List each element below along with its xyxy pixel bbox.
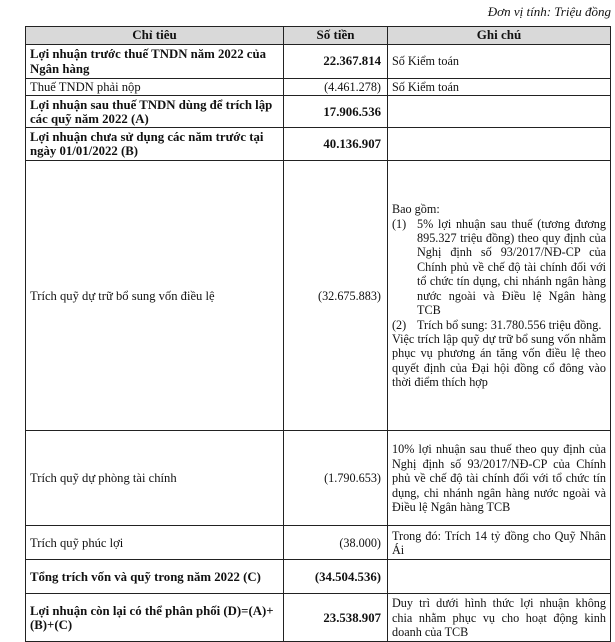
row-amount: 22.367.814 xyxy=(284,45,388,79)
row-label: Lợi nhuận sau thuế TNDN dùng để trích lập các quỹ năm 2022 (A) xyxy=(26,96,284,128)
table-row xyxy=(26,526,611,560)
row-label: Lợi nhuận trước thuế TNDN năm 2022 của Ngân hàng xyxy=(26,45,284,79)
note-outro: Việc trích lập quỹ dự trữ bổ sung vốn nhằm phục vụ phương án tăng vốn điều lệ theo quyết định của Đại hội đồng cổ đông vào thời điểm thích hợp xyxy=(392,331,606,390)
table-row xyxy=(26,594,611,642)
note-intro: Bao gồm: xyxy=(392,202,440,217)
row-amount: 40.136.907 xyxy=(284,128,388,161)
note-list xyxy=(392,217,606,332)
unit-note: Đơn vị tính: Triệu đồng xyxy=(487,4,611,19)
table-row xyxy=(26,560,611,594)
row-amount: (34.504.536) xyxy=(284,560,388,594)
table-row xyxy=(26,79,611,96)
table-row xyxy=(26,431,611,526)
row-label: Lợi nhuận còn lại có thể phân phối (D)=(A)+(B)+(C) xyxy=(26,594,284,642)
note-list-item xyxy=(392,318,606,332)
note-list-text: Trích bổ sung: 31.780.556 triệu đồng. xyxy=(417,317,602,332)
row-amount: 17.906.536 xyxy=(284,96,388,128)
row-note: Số Kiểm toán xyxy=(388,79,611,96)
table-row xyxy=(26,128,611,161)
row-note xyxy=(388,560,611,594)
row-amount: 23.538.907 xyxy=(284,594,388,642)
row-label: Trích quỹ phúc lợi xyxy=(26,526,284,560)
note-list-marker: (1) xyxy=(392,216,407,231)
row-note: 10% lợi nhuận sau thuế theo quy định của Nghị định số 93/2017/NĐ-CP của Chính phủ về chế độ tài chính đối với tổ chức tín dụng, chi nhánh ngân hàng nước ngoài và Điều lệ Ngân hàng TCB xyxy=(388,431,611,526)
note-list-marker: (2) xyxy=(392,317,407,332)
row-label: Thuế TNDN phải nộp xyxy=(26,79,284,96)
profit-distribution-table xyxy=(25,26,611,642)
table-row xyxy=(26,45,611,79)
row-note xyxy=(388,128,611,161)
table-row xyxy=(26,161,611,431)
row-label: Lợi nhuận chưa sử dụng các năm trước tại ngày 01/01/2022 (B) xyxy=(26,128,284,161)
row-amount: (4.461.278) xyxy=(284,79,388,96)
header-amount: Số tiền xyxy=(284,27,388,45)
header-note: Ghi chú xyxy=(388,27,611,45)
row-note: Duy trì dưới hình thức lợi nhuận không chia nhằm phục vụ cho hoạt động kinh doanh của TCB xyxy=(388,594,611,642)
row-note: Số Kiểm toán xyxy=(388,45,611,79)
table-header-row xyxy=(26,27,611,45)
row-amount: (1.790.653) xyxy=(284,431,388,526)
row-amount: (32.675.883) xyxy=(284,161,388,431)
header-item: Chỉ tiêu xyxy=(26,27,284,45)
note-list-item xyxy=(392,217,606,318)
row-note: Trong đó: Trích 14 tỷ đồng cho Quỹ Nhân Ái xyxy=(388,526,611,560)
row-note xyxy=(388,161,611,431)
row-note xyxy=(388,96,611,128)
row-amount: (38.000) xyxy=(284,526,388,560)
row-label: Trích quỹ dự trữ bổ sung vốn điều lệ xyxy=(26,161,284,431)
row-label: Tổng trích vốn và quỹ trong năm 2022 (C) xyxy=(26,560,284,594)
table-row xyxy=(26,96,611,128)
note-list-text: 5% lợi nhuận sau thuế (tương đương 895.327 triệu đồng) theo quy định của Nghị định số 93/2017/NĐ-CP của Chính phủ về chế độ tài chính đối với tổ chức tín dụng, chi nhánh ngân hàng nước ngoài và Điều lệ Ngân hàng TCB xyxy=(417,216,606,318)
row-label: Trích quỹ dự phòng tài chính xyxy=(26,431,284,526)
